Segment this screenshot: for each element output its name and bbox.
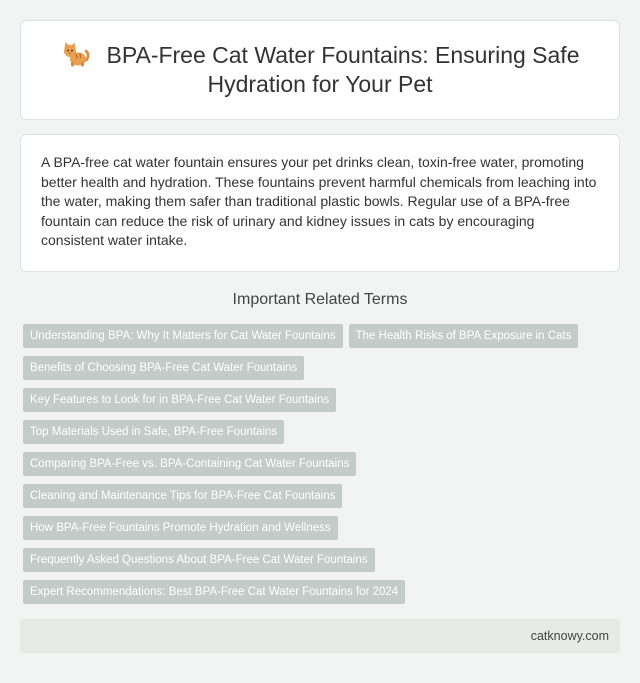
related-term-tag[interactable]: Benefits of Choosing BPA-Free Cat Water Fountains [23,356,304,380]
footer-site-link[interactable]: catknowy.com [530,629,609,643]
cat-icon [61,41,91,67]
page-title-text: BPA-Free Cat Water Fountains: Ensuring Safe Hydration for Your Pet [106,42,580,97]
related-term-tag[interactable]: Key Features to Look for in BPA-Free Cat Water Fountains [23,388,336,412]
tag-row [23,580,623,612]
related-terms-heading: Important Related Terms [232,291,408,308]
intro-paragraph: A BPA-free cat water fountain ensures your pet drinks clean, toxin-free water, promoting better health and hydration. These fountains prevent harmful chemicals from leaching into the water, making them safer than traditional plastic bowls. Regular use of a BPA-free fountain can reduce the risk of urinary and kidney issues in cats by encouraging consistent water intake. [41,154,597,248]
related-term-tag[interactable]: Frequently Asked Questions About BPA-Free Cat Water Fountains [23,548,375,572]
tag-row [23,388,623,420]
related-terms-list [23,324,623,612]
related-term-tag[interactable]: Expert Recommendations: Best BPA-Free Cat Water Fountains for 2024 [23,580,405,604]
tag-row [23,452,623,484]
related-term-tag[interactable]: Top Materials Used in Safe, BPA-Free Fountains [23,420,284,444]
tag-row [23,324,623,356]
related-term-tag[interactable]: How BPA-Free Fountains Promote Hydration and Wellness [23,516,338,540]
related-term-tag[interactable]: Comparing BPA-Free vs. BPA-Containing Cat Water Fountains [23,452,356,476]
tag-row [23,356,623,388]
related-term-tag[interactable]: Understanding BPA: Why It Matters for Cat Water Fountains [23,324,343,348]
title-card [20,20,620,120]
tag-row [23,420,623,452]
footer [20,619,620,653]
page-title [51,41,589,99]
tag-row [23,548,623,580]
related-term-tag[interactable]: Cleaning and Maintenance Tips for BPA-Free Cat Fountains [23,484,342,508]
tag-row [23,516,623,548]
intro-card [20,134,620,272]
tag-row [23,484,623,516]
related-term-tag[interactable]: The Health Risks of BPA Exposure in Cats [349,324,579,348]
